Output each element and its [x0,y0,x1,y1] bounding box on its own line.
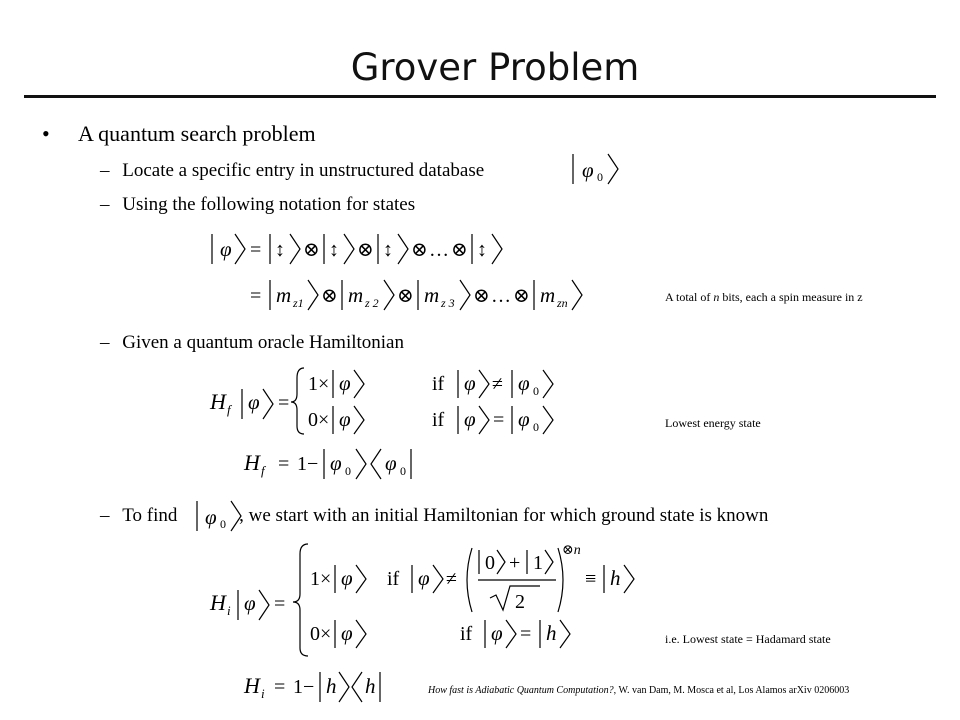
phi-symbol: φ [341,566,353,590]
equals-sign: = [278,453,290,475]
equals-sign: = [493,409,505,431]
tensor-symbol: ⊗ [513,285,530,307]
note-n: n [713,290,720,304]
tensor-symbol: ⊗ [411,239,428,261]
if-word: if [387,568,400,590]
subscript-z2: z 2 [365,296,379,310]
phi-symbol: φ [339,371,351,395]
note-text: A total of [665,290,714,304]
one-minus: 1− [293,676,315,698]
tensor-power-n: ⊗n [562,543,581,558]
one-times: 1× [310,568,332,590]
sub-item-oracle [100,332,404,354]
equals-sign: = [250,239,262,261]
note-text: bits, each a spin measure in z [719,290,863,304]
citation-rest: , W. van Dam, M. Mosca et al, Los Alamos arXiv 0206003 [613,685,850,696]
subscript-i: i [261,686,265,701]
h-symbol: h [546,621,557,645]
tensor-symbol: ⊗ [303,239,320,261]
zero-times: 0× [308,409,330,431]
phi-symbol: φ [385,451,397,475]
equals-sign: = [274,593,286,615]
one-digit: 1 [533,552,543,574]
tensor-symbol: ⊗ [451,239,468,261]
equiv-sign: ≡ [585,568,597,590]
tensor-symbol: ⊗ [321,285,338,307]
updown-arrow-icon: ↕ [477,239,487,261]
tensor-symbol: ⊗ [397,285,414,307]
m-symbol: m [348,283,364,307]
subscript-zero: 0 [345,464,351,478]
m-symbol: m [424,283,440,307]
state-notation-row2 [200,276,590,316]
phi-symbol: φ [244,591,256,615]
ket-phi0-equation [570,150,630,190]
subscript-zero: 0 [533,384,539,398]
one-minus: 1− [297,453,319,475]
slide-title: Grover Problem [350,46,640,89]
not-equal-sign: ≠ [492,373,503,395]
sub-item-locate [100,160,484,182]
note-lowest-energy: Lowest energy state [665,416,761,430]
oracle-hamiltonian-piecewise [200,364,570,436]
one-times: 1× [308,373,330,395]
dash-icon: – [100,160,110,181]
sub-item-text: Using the following notation for states [122,194,416,215]
title-divider [24,95,936,98]
ket-phi0-inline [193,497,253,537]
subscript-i: i [227,603,231,618]
equals-sign: = [250,285,262,307]
zero-digit: 0 [485,552,495,574]
phi-symbol: φ [464,371,476,395]
dash-icon: – [100,332,110,353]
subscript-f: f [227,402,231,417]
if-word: if [432,409,445,431]
updown-arrow-icon: ↕ [329,239,339,261]
subscript-z3: z 3 [441,296,455,310]
equals-sign: = [274,676,286,698]
updown-arrow-icon: ↕ [383,239,393,261]
phi-symbol: φ [491,621,503,645]
m-symbol: m [276,283,292,307]
H-symbol: H [210,590,226,615]
phi-symbol: φ [205,505,217,529]
sub-item-text: Given a quantum oracle Hamiltonian [122,332,404,353]
H-symbol: H [244,673,260,698]
phi-symbol: φ [339,407,351,431]
equals-sign: = [520,623,532,645]
subscript-z1: z1 [293,296,304,310]
phi-symbol: φ [330,451,342,475]
subscript-zero: 0 [400,464,406,478]
oracle-hamiltonian-projector [240,443,440,481]
phi-symbol: φ [518,371,530,395]
tensor-symbol: ⊗ [473,285,490,307]
initial-hamiltonian-projector [240,666,400,704]
phi-symbol: φ [341,621,353,645]
sqrt-two: 2 [515,591,525,613]
H-symbol: H [244,450,260,475]
subscript-zero: 0 [220,517,226,531]
zero-times: 0× [310,623,332,645]
subscript-f: f [261,463,265,478]
note-total-bits [665,290,863,305]
subscript-zero: 0 [533,420,539,434]
bullet-dot-icon: • [42,121,50,146]
sub-item-text: To find [122,505,178,526]
citation [428,685,849,696]
h-symbol: h [365,674,376,698]
phi-symbol: φ [418,566,430,590]
not-equal-sign: ≠ [446,568,457,590]
if-word: if [432,373,445,395]
sub-item-text: Locate a specific entry in unstructured database [122,160,485,181]
equals-sign: = [278,392,290,414]
dash-icon: – [100,505,110,526]
updown-arrow-icon: ↕ [275,239,285,261]
sub-item-text: , we start with an initial Hamiltonian for which ground state is known [239,505,769,526]
bullet-text: A quantum search problem [78,121,316,146]
phi-symbol: φ [518,407,530,431]
ellipsis: … [429,239,449,261]
subscript-zero: 0 [597,170,603,184]
state-notation-row1 [200,228,520,268]
h-symbol: h [610,566,621,590]
phi-symbol: φ [582,158,594,182]
note-hadamard: i.e. Lowest state = Hadamard state [665,632,831,646]
if-word: if [460,623,473,645]
citation-title: How fast is Adiabatic Quantum Computation? [428,685,614,696]
ellipsis: … [491,285,511,307]
sub-item-notation [100,194,415,216]
tensor-symbol: ⊗ [357,239,374,261]
phi-symbol: φ [220,237,232,261]
phi-symbol: φ [248,390,260,414]
m-symbol: m [540,283,556,307]
plus-sign: + [509,552,521,574]
H-symbol: H [210,389,226,414]
phi-symbol: φ [464,407,476,431]
bullet-item [42,121,316,147]
subscript-zn: zn [557,296,568,310]
initial-hamiltonian-piecewise [200,540,640,660]
dash-icon: – [100,194,110,215]
h-symbol: h [326,674,337,698]
